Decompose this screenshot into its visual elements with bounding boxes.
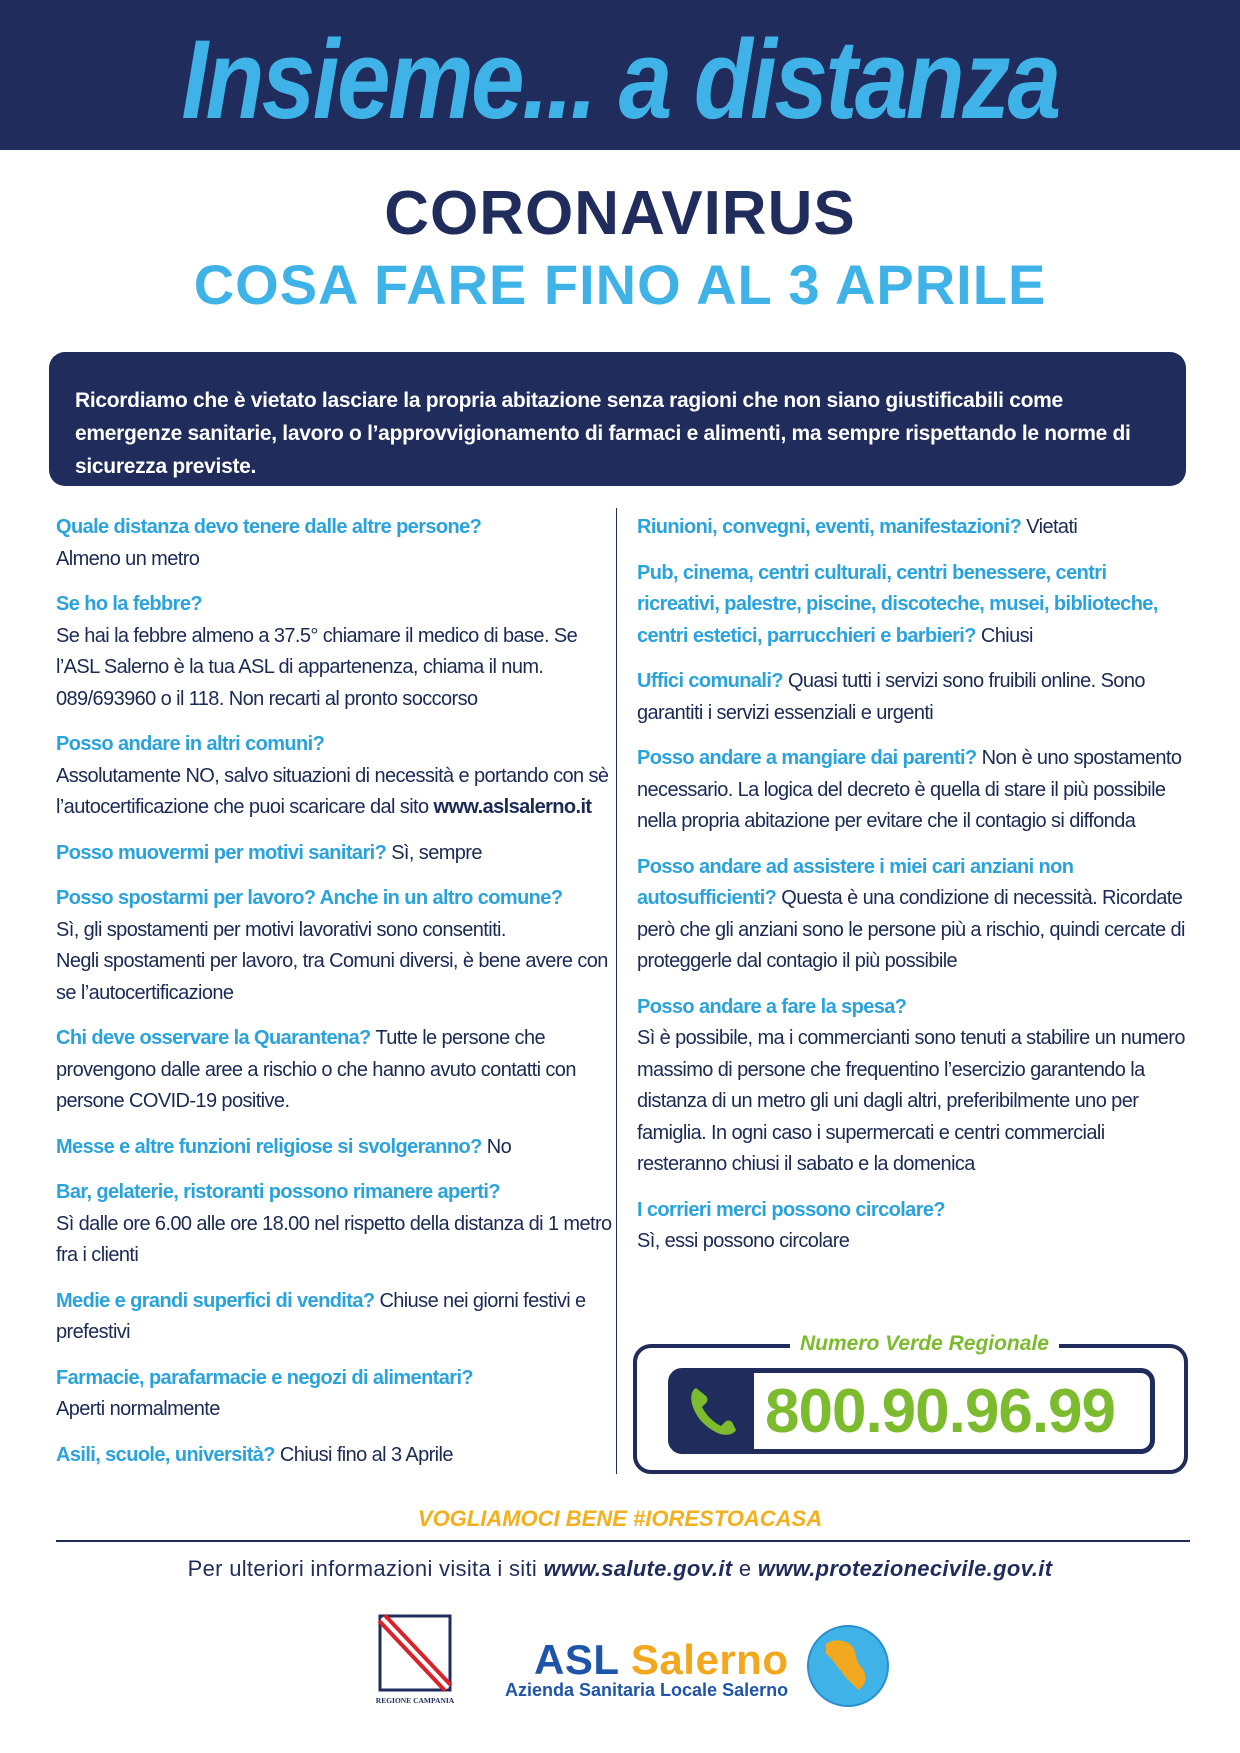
regione-campania-logo: [370, 1614, 460, 1706]
faq-question: Medie e grandi superfici di vendita?: [56, 1289, 375, 1312]
phone-icon: [672, 1372, 754, 1450]
faq-answer-extra: Negli spostamenti per lavoro, tra Comuni diversi, è bene avere con se l’autocertificazione: [56, 950, 608, 1004]
faq-answer: Almeno un metro: [56, 547, 200, 570]
faq-question: Posso andare a fare la spesa?: [637, 995, 907, 1018]
footer-prefix: Per ulteriori informazioni visita i siti: [187, 1556, 538, 1581]
asl-salerno-subtitle: Azienda Sanitaria Locale Salerno: [505, 1680, 789, 1700]
faq-question: Uffici comunali?: [637, 670, 783, 692]
left-faq-column: [56, 512, 612, 1485]
asl-website-link[interactable]: www.aslsalerno.it: [433, 796, 592, 818]
faq-question: Posso andare in altri comuni?: [56, 733, 325, 755]
faq-answer: Chiuse nei giorni festivi e prefestivi: [56, 1289, 586, 1343]
faq-answer: Sì è possibile, ma i commercianti sono tenuti a stabilire un numero massimo di persone che frequentino l’esercizio garantendo la distanza di un metro gli uni dagli altri, preferibilmente uno per famiglia. In ogni caso i supermercati e centri commerciali resteranno chiusi il sabato e la domenica: [637, 1027, 1185, 1175]
coronavirus-heading: CORONAVIRUS: [384, 179, 856, 248]
regione-campania-caption: REGIONE CAMPANIA: [375, 1696, 455, 1705]
faq-item: [56, 1177, 612, 1272]
page-title: Insieme... a distanza: [181, 17, 1059, 142]
faq-item: [637, 512, 1189, 544]
faq-question: Posso andare a mangiare dai parenti?: [637, 747, 977, 769]
hashtag-slogan: VOGLIAMOCI BENE #IORESTOACASA: [417, 1506, 823, 1531]
faq-item: [637, 743, 1189, 838]
faq-question: I corrieri merci possono circolare?: [637, 1198, 946, 1221]
faq-question: Posso spostarmi per lavoro? Anche in un altro comune?: [56, 887, 563, 909]
right-faq-column: [637, 512, 1189, 1272]
faq-answer: Sì dalle ore 6.00 alle ore 18.00 nel rispetto della distanza di 1 metro fra i clienti: [56, 1212, 612, 1266]
faq-item: [56, 1286, 612, 1349]
faq-answer: Tutte le persone che provengono dalle aree a rischio o che hanno avuto contatti con persone COVID-19 positive.: [56, 1027, 576, 1112]
asl-word: ASL: [534, 1636, 619, 1683]
faq-question: Riunioni, convegni, eventi, manifestazioni?: [637, 516, 1022, 538]
link-protezione-civile[interactable]: www.protezionecivile.gov.it: [757, 1556, 1053, 1581]
faq-item: [637, 1195, 1189, 1258]
faq-question: Bar, gelaterie, ristoranti possono rimanere aperti?: [56, 1181, 500, 1203]
faq-answer: Quasi tutti i servizi sono fruibili online. Sono garantiti i servizi essenziali e urgenti: [637, 670, 1145, 724]
faq-answer: Se hai la febbre almeno a 37.5° chiamare il medico di base. Se l’ASL Salerno è la tua ASL di appartenenza, chiama il num. 089/693960 o il 118. Non recarti al pronto soccorso: [56, 624, 578, 710]
faq-answer: Assolutamente NO, salvo situazioni di necessità e portando con sè l’autocertificazione che puoi scaricare dal sito: [56, 764, 609, 818]
intro-notice: Ricordiamo che è vietato lasciare la propria abitazione senza ragioni che non siano giustificabili come emergenze sanitarie, lavoro o l’approvvigionamento di farmaci e alimenti, ma sempre rispettando le norme di sicurezza previste.: [49, 352, 1186, 486]
faq-item: [637, 852, 1189, 978]
faq-item: [637, 666, 1189, 729]
faq-item: [56, 1023, 612, 1118]
faq-item: [637, 558, 1189, 653]
faq-item: [56, 512, 612, 575]
faq-item: [56, 1132, 612, 1164]
faq-question: Quale distanza devo tenere dalle altre persone?: [56, 516, 482, 538]
faq-item: [56, 1363, 612, 1426]
asl-globe-icon: [806, 1624, 890, 1708]
footer-divider: [56, 1540, 1190, 1542]
numero-verde-number: 800.90.96.99: [765, 1377, 1116, 1446]
column-divider: [616, 508, 617, 1474]
link-salute[interactable]: www.salute.gov.it: [543, 1556, 733, 1581]
faq-item: [56, 838, 612, 870]
faq-answer: Aperti normalmente: [56, 1398, 220, 1420]
faq-item: [56, 1440, 612, 1472]
faq-question: Asili, scuole, università?: [56, 1443, 275, 1466]
faq-answer: Sì, essi possono circolare: [637, 1230, 850, 1252]
faq-answer: No: [486, 1135, 512, 1158]
faq-question: Posso andare ad assistere i miei cari anziani non autosufficienti?: [637, 855, 1074, 909]
faq-question: Chi deve osservare la Quarantena?: [56, 1027, 371, 1049]
faq-question: Pub, cinema, centri culturali, centri benessere, centri ricreativi, palestre, piscine, discoteche, musei, biblioteche, centri estetici, parrucchieri e barbieri?: [637, 561, 1158, 647]
faq-item: [56, 729, 612, 824]
faq-answer: Chiusi: [980, 624, 1033, 647]
faq-answer: Questa è una condizione di necessità. Ricordate però che gli anziani sono le persone più a rischio, quindi cercate di proteggerle dal contagio il più possibile: [637, 887, 1185, 972]
faq-answer: Vietati: [1026, 516, 1078, 538]
faq-item: [56, 883, 612, 1009]
numero-verde-label: Numero Verde Regionale: [790, 1332, 1059, 1356]
faq-question: Farmacie, parafarmacie e negozi di alimentari?: [56, 1366, 474, 1389]
faq-question: Posso muovermi per motivi sanitari?: [56, 841, 387, 864]
footer-joiner: e: [738, 1556, 752, 1581]
salerno-word: Salerno: [630, 1636, 789, 1683]
date-heading: COSA FARE FINO AL 3 APRILE: [193, 253, 1047, 316]
footer-info: [0, 1556, 1240, 1582]
faq-answer: Sì, gli spostamenti per motivi lavorativi sono consentiti.: [56, 918, 506, 941]
faq-answer: Non è uno spostamento necessario. La logica del decreto è quella di stare il più possibile nella propria abitazione per evitare che il contagio si diffonda: [637, 747, 1182, 832]
faq-answer: Sì, sempre: [391, 841, 482, 864]
faq-item: [637, 992, 1189, 1181]
faq-question: Se ho la febbre?: [56, 593, 202, 615]
faq-item: [56, 589, 612, 715]
asl-salerno-title: [534, 1636, 788, 1684]
faq-answer: Chiusi fino al 3 Aprile: [279, 1443, 453, 1466]
faq-question: Messe e altre funzioni religiose si svolgeranno?: [56, 1135, 482, 1158]
